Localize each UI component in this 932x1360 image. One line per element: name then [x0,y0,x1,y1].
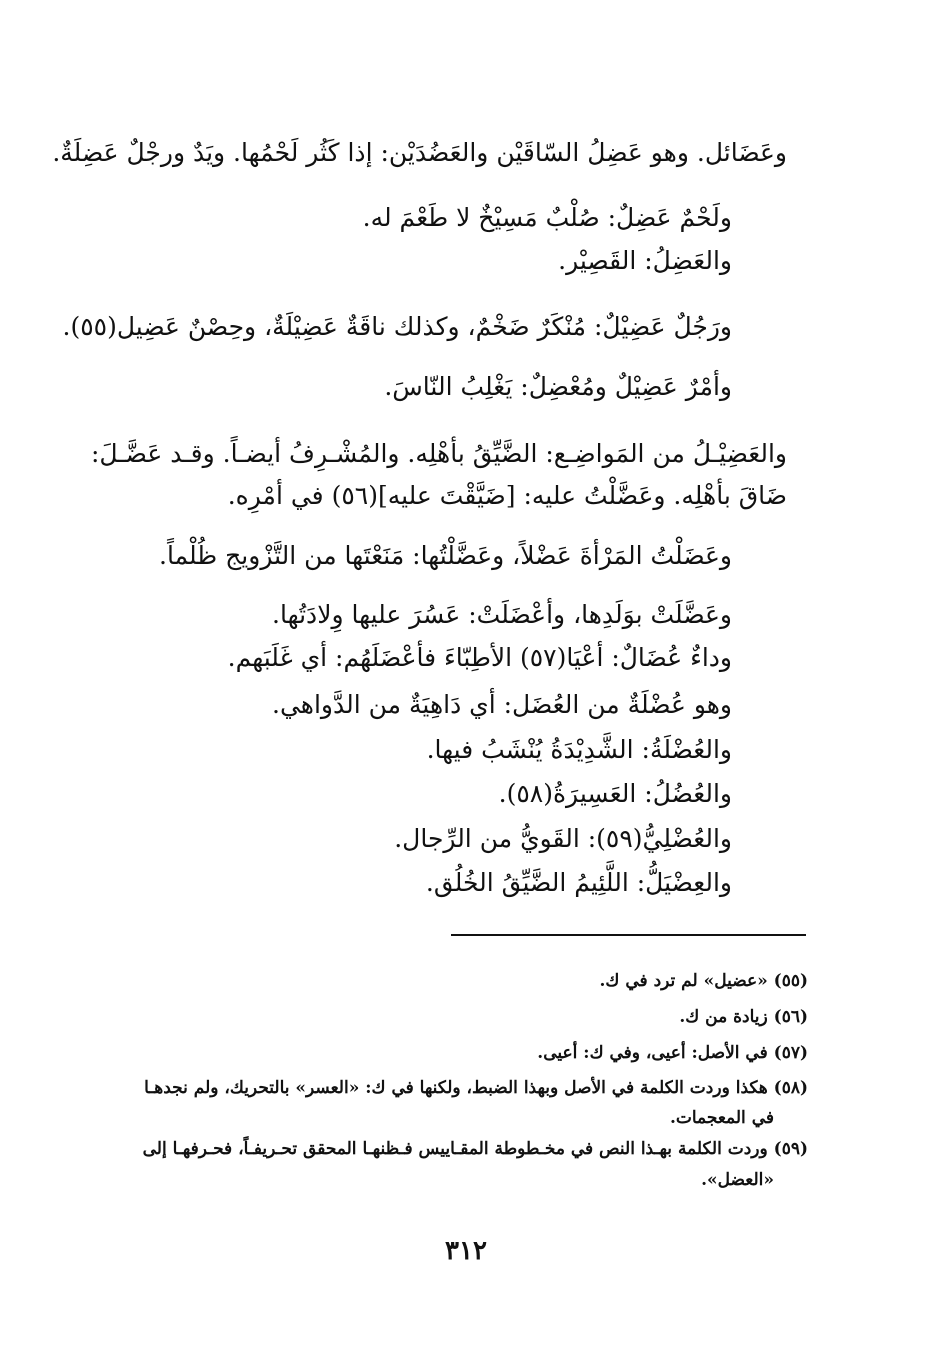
body-line-15: والعِضْيَلُّ: اللَّئِيمُ الضَّيِّقُ الخُلُق. [425,868,732,897]
body-line-10: وداءٌ عُضَالٌ: أعْيَا(٥٧) الأطِبّاءَ فأعْضَلَهُم: أي غَلَبَهم. [227,643,732,672]
body-line-3: والعَضِلُ: القَصِيْر. [558,246,732,275]
page-number: ٣١٢ [445,1236,487,1266]
footnote-59-continuation: «العضل». [701,1170,774,1190]
body-line-8: وعَضَلْتُ المَرْأةَ عَضْلاً، وعَضَّلْتُها: مَنَعْتَها من التَّزْويج ظُلْماً. [159,541,732,570]
body-line-14: والعُضْلِيُّ(٥٩): القَويُّ من الرِّجال. [394,824,732,853]
body-line-12: والعُضْلَةُ: الشَّدِيْدَةُ يُنْشَبُ فيها. [426,735,732,764]
footnote-58: (٥٨) هكذا وردت الكلمة في الأصل وبهذا الضبط، ولكنها في ك: «العسر» بالتحريك، ولم نجدهـا [144,1078,808,1098]
footnote-58-continuation: في المعجمات. [669,1108,774,1128]
body-line-2: ولَحْمٌ عَضِلٌ: صُلْبٌ مَسِيْخٌ لا طَعْمَ له. [362,203,732,232]
body-line-13: والعُضُلُ: العَسِيرَةُ(٥٨). [498,779,732,808]
body-line-7: ضَاقَ بأهْلِه. وعَضَّلْتُ عليه: [ضَيَّقْتَ عليه](٥٦) في أمْرِه. [227,481,787,510]
body-line-4: ورَجُلٌ عَضِيْلٌ: مُنْكَرٌ ضَخْمٌ، وكذلك ناقَةٌ عَضِيْلَةٌ، وحِصْنٌ عَضِيل(٥٥). [62,312,732,341]
body-line-9: وعَضَّلَتْ بوَلَدِها، وأعْضَلَتْ: عَسُرَ عليها وِلادَتُها. [272,600,732,629]
body-line-6: والعَضِيْـلُ من المَواضِـع: الضَّيِّقُ بأهْلِه. والمُشْـرِفُ أيضـاً. وقـد عَضَّـلَ: [91,439,787,468]
footnote-55: (٥٥) «عضيل» لم ترد في ك. [599,971,808,991]
body-line-5: وأمْرٌ عَضِيْلٌ ومُعْضِلٌ: يَغْلِبُ النّاسَ. [384,372,732,401]
footnote-57: (٥٧) في الأصل: أعيى، وفي ك: أعيى. [537,1043,808,1063]
body-line-11: وهو عُضْلَةٌ من العُضَل: أي دَاهِيَةٌ من الدَّواهي. [272,690,732,719]
body-line-1: وعَضَائل. وهو عَضِلُ السّاقَيْن والعَضُدَيْن: إذا كَثُر لَحْمُها. ويَدٌ ورجْلٌ عَضِلَةٌ. [52,138,787,167]
footnote-59: (٥٩) وردت الكلمة بهـذا النص في مخـطوطة المقـاييس فـظنهـا المحقق تحـريفـاً، فحـرفهـا إلى [142,1139,808,1159]
footnote-separator [451,934,806,936]
footnote-56: (٥٦) زيادة من ك. [679,1007,808,1027]
